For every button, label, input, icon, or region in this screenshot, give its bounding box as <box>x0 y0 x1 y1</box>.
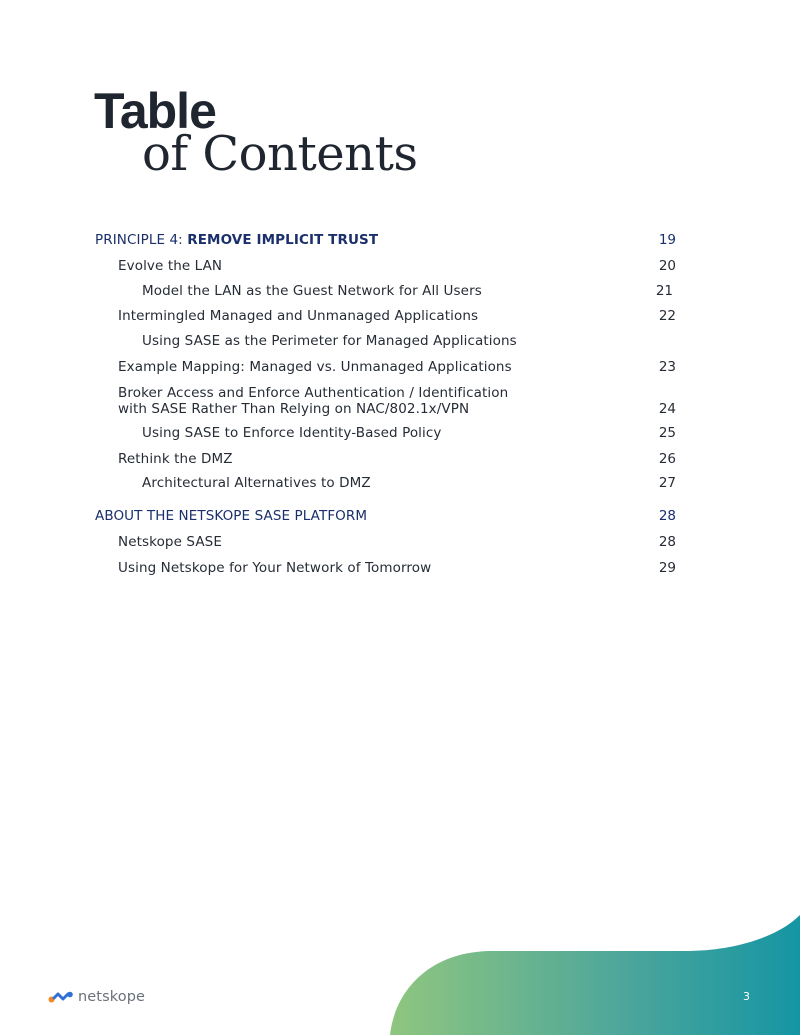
toc-entry[interactable]: Rethink the DMZ <box>118 451 233 467</box>
toc-page-number: 26 <box>658 451 676 467</box>
netskope-logo <box>48 988 145 1006</box>
toc-entry[interactable]: Netskope SASE <box>118 534 222 550</box>
toc-section-title: REMOVE IMPLICIT TRUST <box>187 232 379 248</box>
toc-page-number: 28 <box>658 508 676 524</box>
toc-entry[interactable]: Using SASE to Enforce Identity-Based Policy <box>142 425 442 441</box>
toc-section-about-netskope[interactable] <box>95 508 367 524</box>
toc-page-number: 28 <box>658 534 676 550</box>
toc-section-prefix: PRINCIPLE 4: <box>95 232 188 248</box>
logo-wordmark: netskope <box>78 989 146 1005</box>
page-title-line2: of Contents <box>142 126 418 182</box>
toc-page-number: 19 <box>658 232 676 248</box>
toc-entry[interactable]: Using SASE as the Perimeter for Managed Applications <box>142 333 517 349</box>
toc-page-number: 22 <box>658 308 676 324</box>
toc-page-number: 24 <box>658 401 676 417</box>
netskope-logo-icon <box>48 990 74 1004</box>
toc-page-number: 27 <box>658 475 676 491</box>
toc-page-number: 23 <box>658 359 676 375</box>
toc-entry-continued[interactable]: with SASE Rather Than Relying on NAC/802.1x/VPN <box>118 401 470 417</box>
toc-page-number: 25 <box>658 425 676 441</box>
toc-section-principle-4[interactable] <box>95 232 378 248</box>
toc-page-number: 21 <box>655 283 673 299</box>
toc-section-title: ABOUT THE NETSKOPE SASE PLATFORM <box>95 508 368 524</box>
page-number: 3 <box>743 990 750 1003</box>
toc-entry[interactable]: Evolve the LAN <box>118 258 223 274</box>
toc-page-number: 29 <box>658 560 676 576</box>
toc-entry[interactable]: Broker Access and Enforce Authentication / Identification <box>118 385 509 401</box>
toc-entry[interactable]: Model the LAN as the Guest Network for All Users <box>142 283 482 299</box>
toc-entry[interactable]: Architectural Alternatives to DMZ <box>142 475 371 491</box>
page-title-line1: Table <box>94 83 216 139</box>
toc-entry[interactable]: Intermingled Managed and Unmanaged Applications <box>118 308 479 324</box>
toc-entry[interactable]: Example Mapping: Managed vs. Unmanaged Applications <box>118 359 512 375</box>
toc-page-number: 20 <box>658 258 676 274</box>
toc-entry[interactable]: Using Netskope for Your Network of Tomorrow <box>118 560 432 576</box>
